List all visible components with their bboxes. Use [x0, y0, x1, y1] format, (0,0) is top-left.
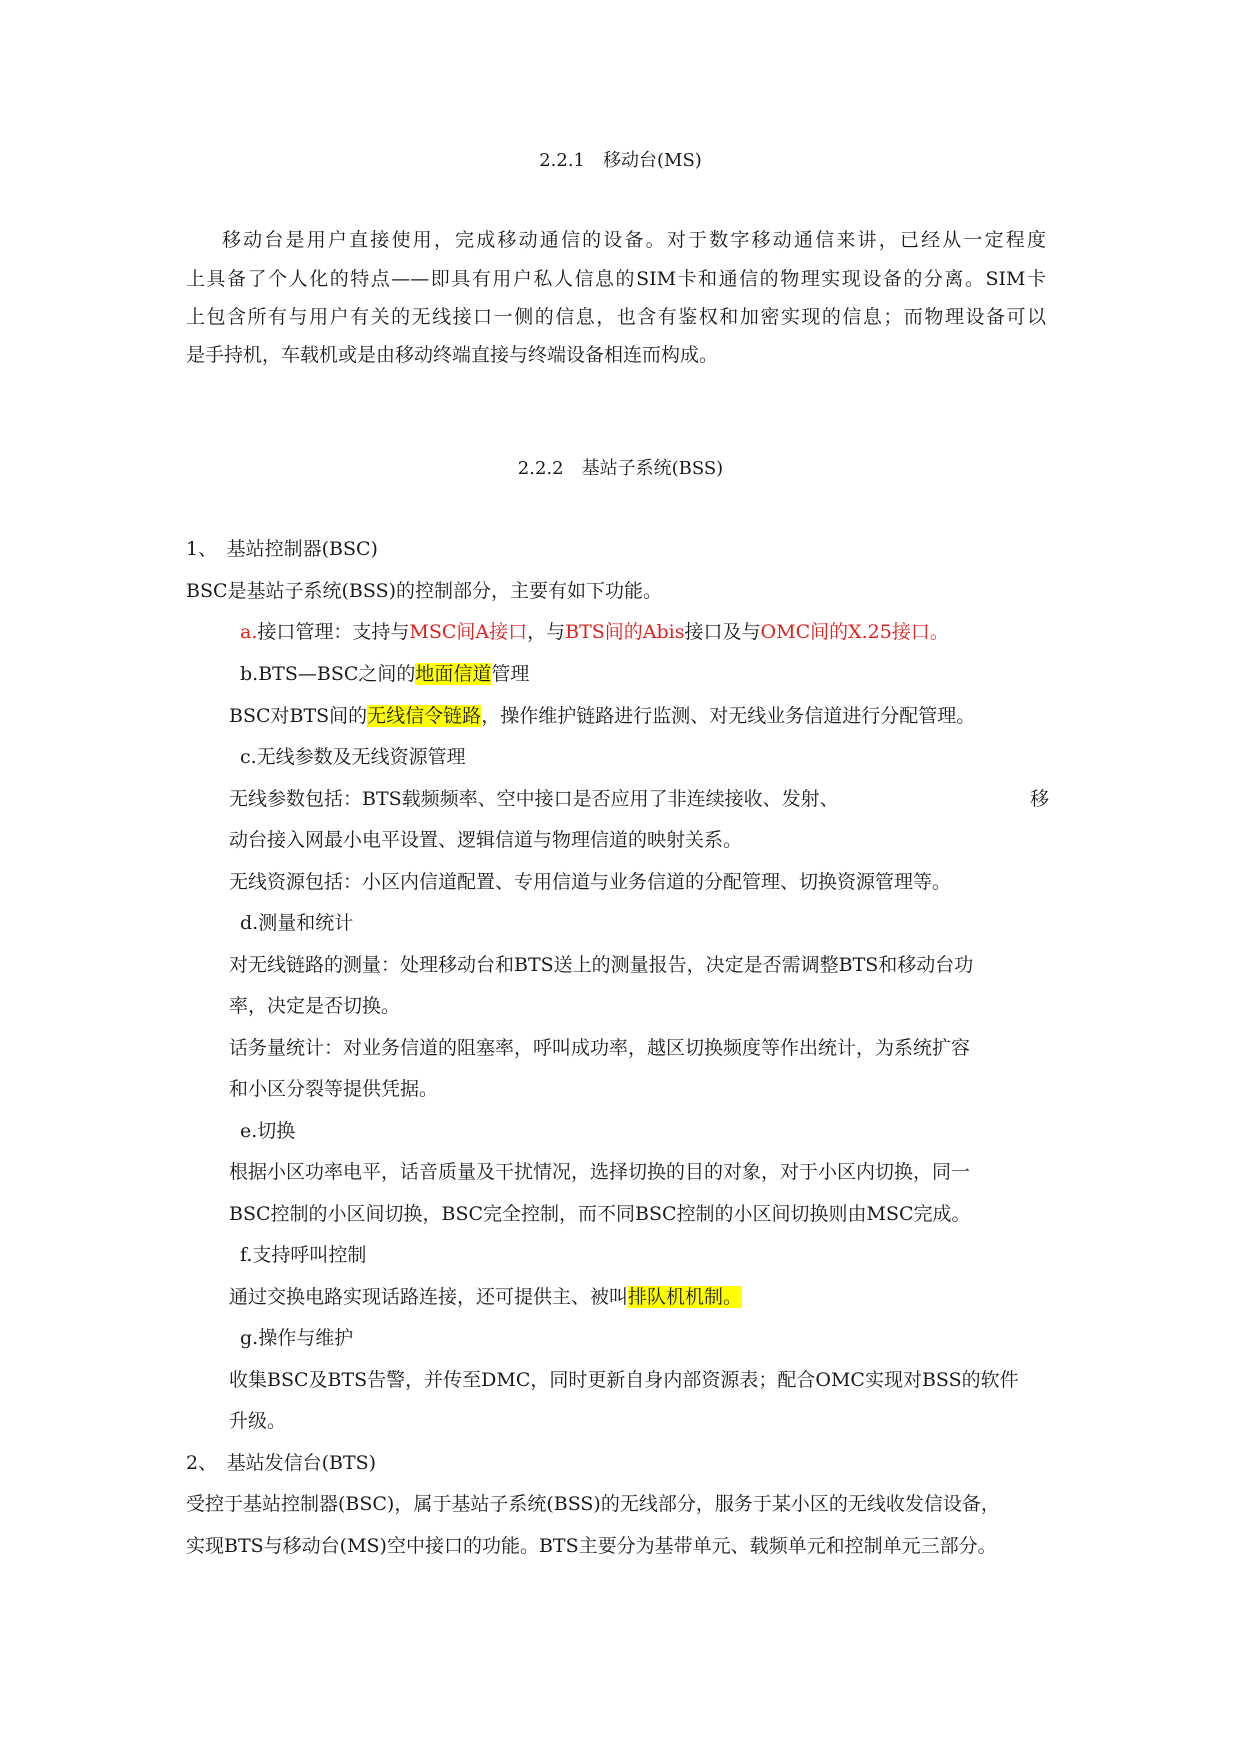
bsc-item-g: g.操作与维护 — [240, 1327, 354, 1349]
bsc-item-e: e.切换 — [240, 1120, 296, 1142]
item-b-desc-text-1: BSC对BTS间的 — [229, 705, 368, 727]
ms-paragraph-line-1: 移动台是用户直接使用，完成移动通信的设备。对于数字移动通信来讲，已经从一定程度 — [222, 229, 1046, 251]
item-f-desc-highlight: 排队机机制。 — [628, 1286, 743, 1308]
bsc-item-c-desc-1b: 移 — [1030, 788, 1050, 810]
item-a-marker: a. — [240, 621, 258, 643]
bsc-item-a — [240, 618, 949, 646]
section-heading-ms: 2.2.1 移动台(MS) — [539, 150, 702, 171]
bsc-item-d-desc-4: 和小区分裂等提供凭据。 — [229, 1078, 439, 1100]
bsc-item-d-desc-2: 率，决定是否切换。 — [229, 995, 401, 1017]
bsc-item-f: f.支持呼叫控制 — [240, 1244, 367, 1266]
bsc-item-d: d.测量和统计 — [240, 912, 354, 934]
item-a-text-2: ，与 — [527, 621, 566, 643]
item-b-desc-text-2: ，操作维护链路进行监测、对无线业务信道进行分配管理。 — [481, 705, 976, 727]
ms-paragraph-line-4: 是手持机，车载机或是由移动终端直接与终端设备相连而构成。 — [186, 344, 719, 366]
bts-line-2: 实现BTS与移动台(MS)空中接口的功能。BTS主要分为基带单元、载频单元和控制单元三部分。 — [186, 1535, 997, 1557]
bts-title: 2、 基站发信台(BTS) — [186, 1452, 377, 1474]
bsc-item-c-desc-2: 动台接入网最小电平设置、逻辑信道与物理信道的映射关系。 — [229, 829, 743, 851]
bsc-item-f-desc — [229, 1283, 742, 1311]
bsc-item-g-desc-2: 升级。 — [229, 1410, 287, 1432]
bsc-title: 1、 基站控制器(BSC) — [186, 538, 378, 560]
bsc-item-c-desc-1a: 无线参数包括：BTS载频频率、空中接口是否应用了非连续接收、发射、 — [229, 788, 839, 810]
item-b-desc-highlight: 无线信令链路 — [367, 705, 482, 727]
section-heading-bss: 2.2.2 基站子系统(BSS) — [517, 458, 724, 479]
item-a-red-bts: BTS间的Abis — [565, 621, 685, 643]
bsc-item-d-desc-3: 话务量统计：对业务信道的阻塞率，呼叫成功率，越区切换频度等作出统计，为系统扩容 — [229, 1037, 971, 1059]
bsc-item-c-desc-3: 无线资源包括：小区内信道配置、专用信道与业务信道的分配管理、切换资源管理等。 — [229, 871, 952, 893]
item-b-highlight: 地面信道 — [415, 663, 492, 685]
item-a-red-omc: OMC间的X.25接口。 — [760, 621, 949, 643]
bsc-intro: BSC是基站子系统(BSS)的控制部分，主要有如下功能。 — [186, 580, 663, 602]
bsc-item-b-desc — [229, 702, 975, 730]
item-b-text-1: b.BTS—BSC之间的 — [240, 663, 416, 685]
bsc-item-b — [240, 660, 529, 688]
ms-paragraph-line-3: 上包含所有与用户有关的无线接口一侧的信息，也含有鉴权和加密实现的信息；而物理设备可以 — [186, 306, 1046, 328]
item-b-text-2: 管理 — [491, 663, 530, 685]
bsc-item-e-desc-1: 根据小区功率电平，话音质量及干扰情况，选择切换的目的对象，对于小区内切换，同一 — [229, 1161, 971, 1183]
ms-paragraph-line-2: 上具备了个人化的特点——即具有用户私人信息的SIM卡和通信的物理实现设备的分离。SIM卡 — [186, 268, 1046, 290]
bsc-item-e-desc-2: BSC控制的小区间切换，BSC完全控制，而不同BSC控制的小区间切换则由MSC完成。 — [229, 1203, 971, 1225]
item-a-text-3: 接口及与 — [684, 621, 761, 643]
item-a-text-1: 接口管理：支持与 — [257, 621, 410, 643]
bsc-item-c: c.无线参数及无线资源管理 — [240, 746, 466, 768]
bsc-item-g-desc-1: 收集BSC及BTS告警，并传至DMC，同时更新自身内部资源表；配合OMC实现对BSS的软件 — [229, 1369, 1019, 1391]
bsc-item-d-desc-1: 对无线链路的测量：处理移动台和BTS送上的测量报告，决定是否需调整BTS和移动台功 — [229, 954, 974, 976]
bts-line-1: 受控于基站控制器(BSC)，属于基站子系统(BSS)的无线部分，服务于某小区的无线收发信设备， — [186, 1493, 1000, 1515]
item-a-red-msc: MSC间A接口 — [409, 621, 528, 643]
item-f-desc-text: 通过交换电路实现话路连接，还可提供主、被叫 — [229, 1286, 629, 1308]
